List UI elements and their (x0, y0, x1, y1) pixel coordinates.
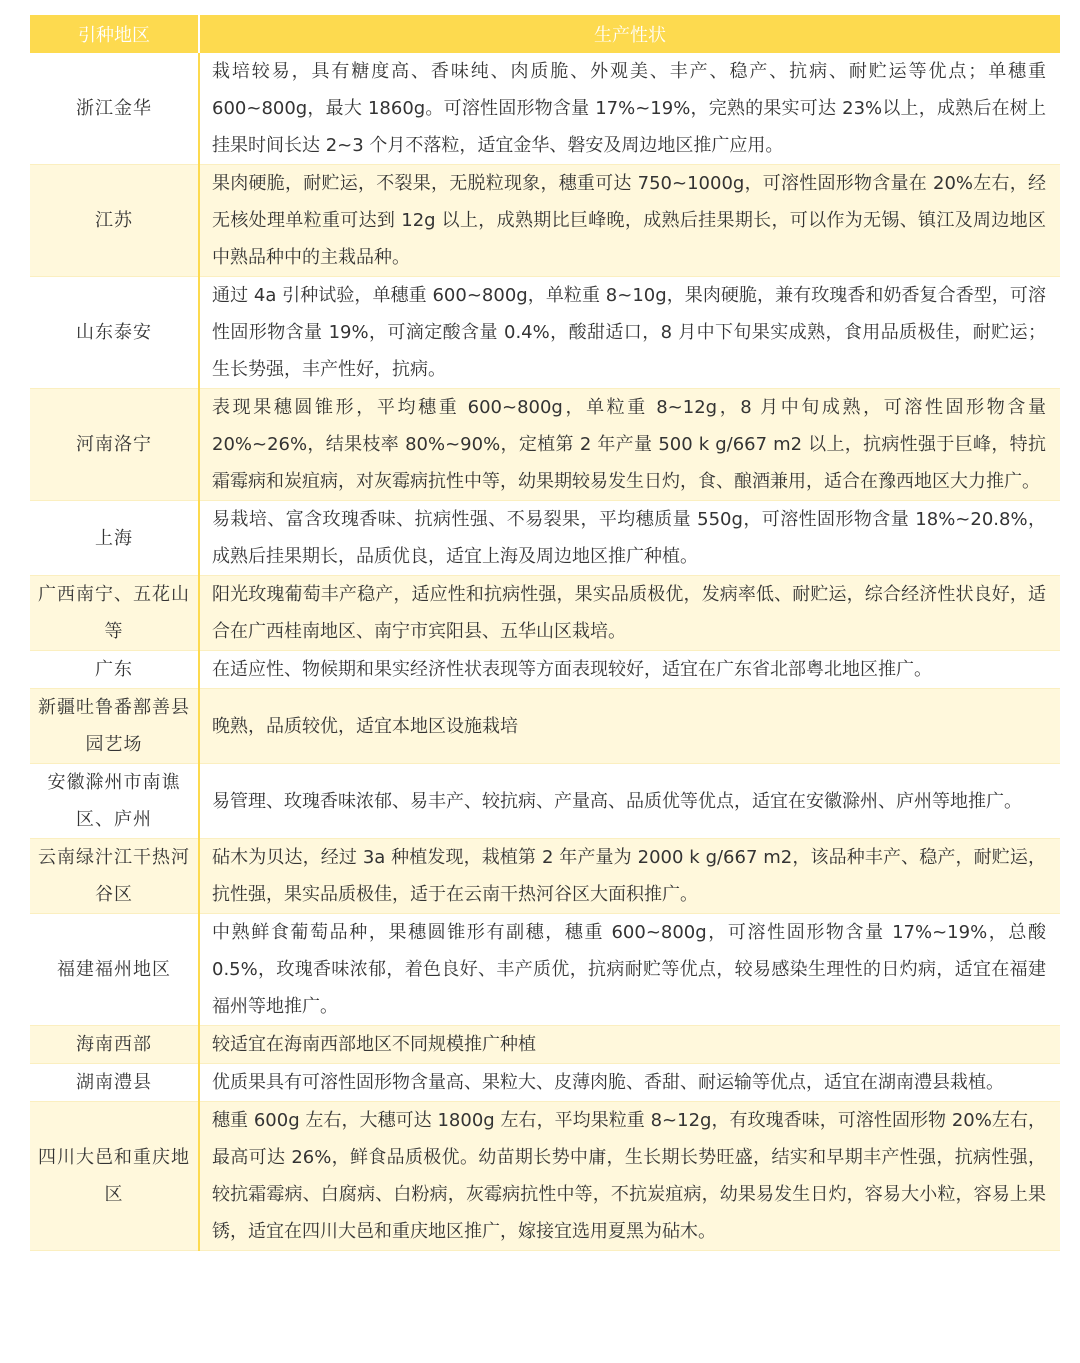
traits-cell: 晚熟，品质较优，适宜本地区设施栽培 (199, 689, 1060, 764)
table-row (30, 689, 1060, 764)
table-row (30, 53, 1060, 165)
region-cell: 山东泰安 (30, 277, 199, 389)
region-cell: 浙江金华 (30, 53, 199, 165)
traits-cell: 中熟鲜食葡萄品种，果穗圆锥形有副穗，穗重 600~800g，可溶性固形物含量 17%~19%，总酸 0.5%，玫瑰香味浓郁，着色良好、丰产质优，抗病耐贮等优点，较易感染生理性的日灼病，适宜在福建福州等地推广。 (199, 914, 1060, 1026)
traits-cell: 较适宜在海南西部地区不同规模推广种植 (199, 1026, 1060, 1064)
table-row (30, 651, 1060, 689)
traits-cell: 阳光玫瑰葡萄丰产稳产，适应性和抗病性强，果实品质极优，发病率低、耐贮运，综合经济性状良好，适合在广西桂南地区、南宁市宾阳县、五华山区栽培。 (199, 576, 1060, 651)
table-row (30, 764, 1060, 839)
traits-cell: 通过 4a 引种试验，单穗重 600~800g，单粒重 8~10g，果肉硬脆，兼有玫瑰香和奶香复合香型，可溶性固形物含量 19%，可滴定酸含量 0.4%，酸甜适口，8 月中下旬果实成熟，食用品质极佳，耐贮运；生长势强，丰产性好，抗病。 (199, 277, 1060, 389)
table-row (30, 839, 1060, 914)
header-region: 引种地区 (30, 15, 199, 53)
table-row (30, 1026, 1060, 1064)
cultivation-table-container (30, 15, 1060, 1251)
table-row (30, 1102, 1060, 1251)
traits-cell: 易管理、玫瑰香味浓郁、易丰产、较抗病、产量高、品质优等优点，适宜在安徽滁州、庐州等地推广。 (199, 764, 1060, 839)
table-row (30, 1064, 1060, 1102)
traits-cell: 砧木为贝达，经过 3a 种植发现，栽植第 2 年产量为 2000 k g/667 m2，该品种丰产、稳产，耐贮运，抗性强，果实品质极佳，适于在云南干热河谷区大面积推广。 (199, 839, 1060, 914)
region-cell: 上海 (30, 501, 199, 576)
cultivation-table (30, 15, 1060, 1251)
table-row (30, 501, 1060, 576)
table-row (30, 914, 1060, 1026)
table-row (30, 165, 1060, 277)
region-cell: 安徽滁州市南谯区、庐州 (30, 764, 199, 839)
traits-cell: 栽培较易，具有糖度高、香味纯、肉质脆、外观美、丰产、稳产、抗病、耐贮运等优点；单穗重 600~800g，最大 1860g。可溶性固形物含量 17%~19%，完熟的果实可达 23%以上，成熟后在树上挂果时间长达 2~3 个月不落粒，适宜金华、磐安及周边地区推广应用。 (199, 53, 1060, 165)
traits-cell: 果肉硬脆，耐贮运，不裂果，无脱粒现象，穗重可达 750~1000g，可溶性固形物含量在 20%左右，经无核处理单粒重可达到 12g 以上，成熟期比巨峰晚，成熟后挂果期长，可以作为无锡、镇江及周边地区中熟品种中的主栽品种。 (199, 165, 1060, 277)
region-cell: 河南洛宁 (30, 389, 199, 501)
traits-cell: 易栽培、富含玫瑰香味、抗病性强、不易裂果，平均穗质量 550g，可溶性固形物含量 18%~20.8%，成熟后挂果期长，品质优良，适宜上海及周边地区推广种植。 (199, 501, 1060, 576)
region-cell: 湖南澧县 (30, 1064, 199, 1102)
traits-cell: 优质果具有可溶性固形物含量高、果粒大、皮薄肉脆、香甜、耐运输等优点，适宜在湖南澧县栽植。 (199, 1064, 1060, 1102)
region-cell: 新疆吐鲁番鄯善县园艺场 (30, 689, 199, 764)
region-cell: 海南西部 (30, 1026, 199, 1064)
region-cell: 江苏 (30, 165, 199, 277)
table-header-row (30, 15, 1060, 53)
region-cell: 云南绿汁江干热河谷区 (30, 839, 199, 914)
region-cell: 福建福州地区 (30, 914, 199, 1026)
table-row (30, 277, 1060, 389)
header-traits: 生产性状 (199, 15, 1060, 53)
table-row (30, 389, 1060, 501)
region-cell: 广西南宁、五花山等 (30, 576, 199, 651)
traits-cell: 穗重 600g 左右，大穗可达 1800g 左右，平均果粒重 8~12g，有玫瑰香味，可溶性固形物 20%左右，最高可达 26%，鲜食品质极优。幼苗期长势中庸，生长期长势旺盛，结实和早期丰产性强，抗病性强，较抗霜霉病、白腐病、白粉病，灰霉病抗性中等，不抗炭疽病，幼果易发生日灼，容易大小粒，容易上果锈，适宜在四川大邑和重庆地区推广，嫁接宜选用夏黑为砧木。 (199, 1102, 1060, 1251)
region-cell: 广东 (30, 651, 199, 689)
traits-cell: 表现果穗圆锥形，平均穗重 600~800g，单粒重 8~12g，8 月中旬成熟，可溶性固形物含量 20%~26%，结果枝率 80%~90%，定植第 2 年产量 500 k g/667 m2 以上，抗病性强于巨峰，特抗霜霉病和炭疽病，对灰霉病抗性中等，幼果期较易发生日灼，食、酿酒兼用，适合在豫西地区大力推广。 (199, 389, 1060, 501)
region-cell: 四川大邑和重庆地区 (30, 1102, 199, 1251)
traits-cell: 在适应性、物候期和果实经济性状表现等方面表现较好，适宜在广东省北部粤北地区推广。 (199, 651, 1060, 689)
table-row (30, 576, 1060, 651)
